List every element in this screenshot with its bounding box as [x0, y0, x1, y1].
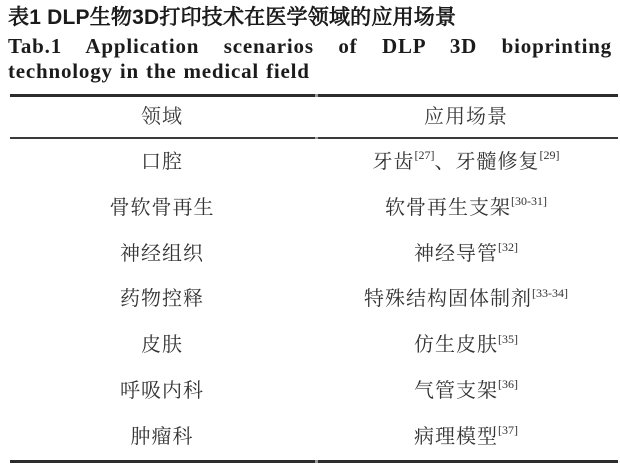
scenario-text: 病理模型 — [414, 425, 498, 448]
column-header-field: 领域 — [141, 106, 183, 128]
reference-superscript: [32] — [498, 239, 518, 254]
field-cell: 呼吸内科 — [120, 380, 204, 403]
reference-superscript: [30-31] — [511, 194, 547, 209]
scenario-text: 仿生皮肤 — [414, 334, 498, 357]
table-caption-zh: 表1 DLP生物3D打印技术在医学领域的应用场景 — [8, 6, 457, 29]
table-row — [10, 139, 618, 185]
column-header-scenario: 应用场景 — [424, 106, 508, 128]
field-cell: 口腔 — [141, 150, 183, 173]
scenario-text: 牙齿 — [372, 150, 415, 173]
table-row — [10, 185, 618, 231]
reference-superscript: [36] — [498, 377, 518, 392]
scenario-cell — [314, 148, 618, 173]
table-bottom-rule — [10, 460, 618, 463]
scenario-cell — [314, 331, 618, 357]
table-row — [10, 322, 618, 368]
reference-superscript: [33-34] — [532, 285, 568, 300]
reference-superscript: [35] — [498, 331, 518, 346]
scenario-cell — [314, 239, 618, 265]
scenario-text: 神经导管 — [414, 242, 498, 265]
scenario-cell — [314, 377, 618, 403]
scenario-text: 特殊结构固体制剂 — [364, 288, 532, 311]
scenario-cell — [314, 423, 618, 448]
table-row — [10, 231, 618, 277]
reference-superscript: [37] — [498, 423, 518, 438]
table-caption-en-line1: Tab.1 Application scenarios of DLP 3D bioprinting — [8, 34, 612, 58]
reference-superscript: [27] — [414, 148, 435, 163]
scenario-text: 气管支架 — [414, 380, 498, 403]
field-cell: 药物控释 — [120, 288, 204, 311]
table-row — [10, 368, 618, 414]
field-cell: 肿瘤科 — [130, 425, 194, 448]
scenario-cell — [314, 194, 618, 219]
table-row — [10, 277, 618, 323]
scenario-text: 牙髓修复 — [455, 150, 540, 173]
application-scenarios-table — [10, 94, 618, 463]
scenario-text: 、 — [434, 150, 456, 173]
table-row — [10, 414, 618, 460]
scenario-cell — [314, 285, 618, 311]
scenario-text: 软骨再生支架 — [385, 196, 511, 219]
table-body — [10, 139, 618, 460]
reference-superscript: [29] — [539, 148, 560, 163]
field-cell: 神经组织 — [120, 242, 204, 265]
table-header-row — [10, 97, 618, 137]
field-cell: 骨软骨再生 — [109, 196, 215, 219]
field-cell: 皮肤 — [141, 334, 183, 357]
table-caption-en-line2: technology in the medical field — [8, 59, 310, 83]
